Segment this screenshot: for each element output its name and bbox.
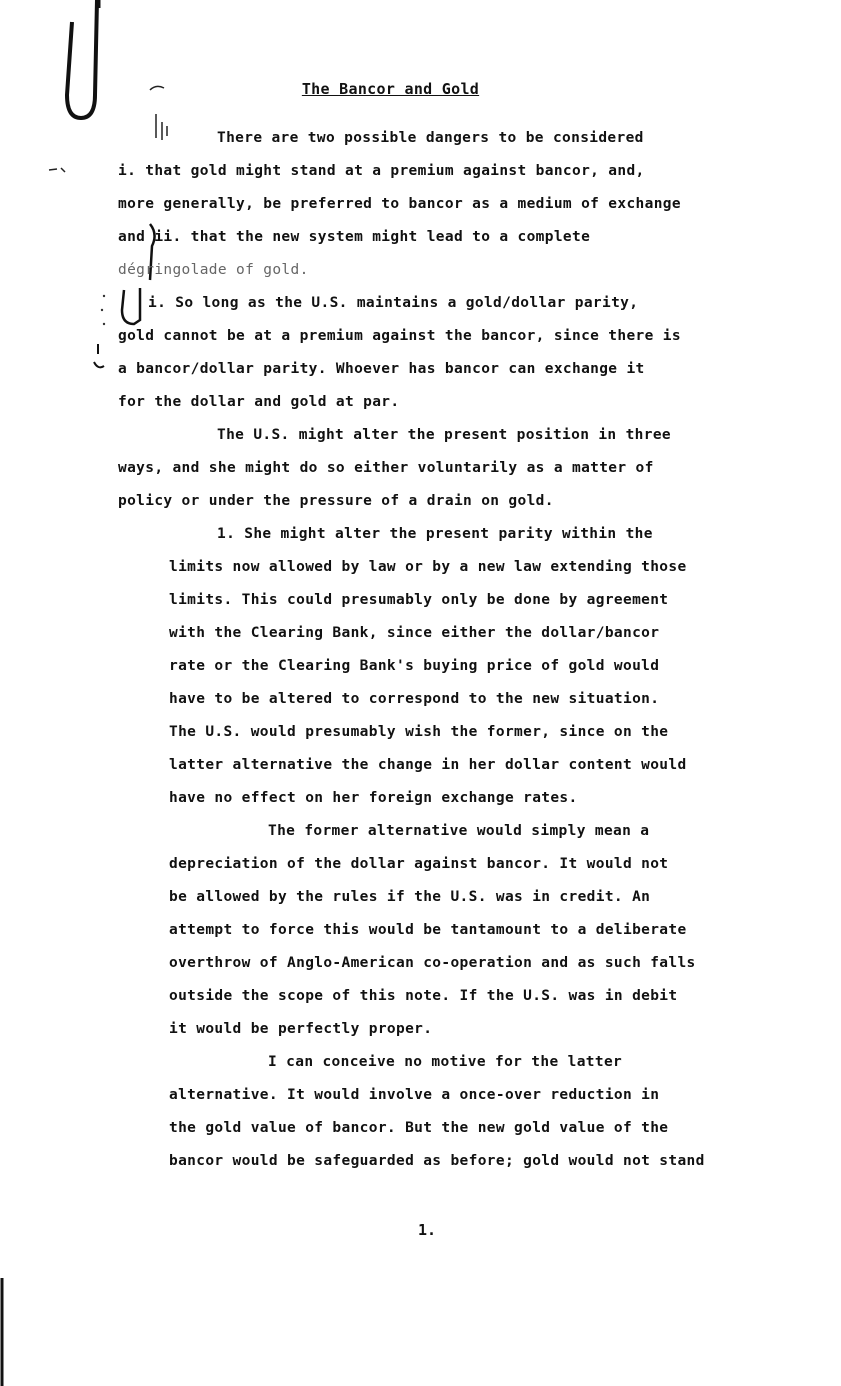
body-line: latter alternative the change in her dollar content would bbox=[169, 757, 687, 773]
body-line: it would be perfectly proper. bbox=[169, 1021, 433, 1037]
margin-dots-mark bbox=[84, 290, 112, 380]
body-line: have no effect on her foreign exchange rates. bbox=[169, 790, 578, 806]
body-line: I can conceive no motive for the latter bbox=[268, 1054, 623, 1070]
body-line: i. that gold might stand at a premium against bancor, and, bbox=[118, 163, 645, 179]
body-line: overthrow of Anglo-American co-operation and as such falls bbox=[169, 955, 696, 971]
body-line: bancor would be safeguarded as before; gold would not stand bbox=[169, 1153, 705, 1169]
margin-edge-line bbox=[0, 1278, 6, 1386]
body-line: dégringolade of gold. bbox=[118, 262, 309, 278]
body-line: attempt to force this would be tantamount to a deliberate bbox=[169, 922, 687, 938]
body-line: 1. She might alter the present parity within the bbox=[217, 526, 653, 542]
body-line: outside the scope of this note. If the U.S. was in debit bbox=[169, 988, 678, 1004]
body-line: The former alternative would simply mean a bbox=[268, 823, 650, 839]
body-line: be allowed by the rules if the U.S. was in credit. An bbox=[169, 889, 651, 905]
body-line: depreciation of the dollar against bancor. It would not bbox=[169, 856, 669, 872]
body-line: have to be altered to correspond to the new situation. bbox=[169, 691, 660, 707]
body-line: The U.S. might alter the present position in three bbox=[217, 427, 671, 443]
paperclip-mark bbox=[55, 0, 115, 130]
body-line: alternative. It would involve a once-over reduction in bbox=[169, 1087, 660, 1103]
handwritten-bracket-mark bbox=[150, 112, 174, 144]
body-line: gold cannot be at a premium against the bancor, since there is bbox=[118, 328, 681, 344]
body-line: for the dollar and gold at par. bbox=[118, 394, 400, 410]
body-line: rate or the Clearing Bank's buying price of gold would bbox=[169, 658, 660, 674]
body-line: There are two possible dangers to be considered bbox=[217, 130, 644, 146]
body-line: more generally, be preferred to bancor as a medium of exchange bbox=[118, 196, 681, 212]
body-line: a bancor/dollar parity. Whoever has bancor can exchange it bbox=[118, 361, 645, 377]
body-line: limits. This could presumably only be done by agreement bbox=[169, 592, 669, 608]
page-number: 1. bbox=[418, 1221, 437, 1239]
body-line: i. So long as the U.S. maintains a gold/dollar parity, bbox=[148, 295, 639, 311]
body-line: and ii. that the new system might lead to a complete bbox=[118, 229, 591, 245]
document-title: The Bancor and Gold bbox=[301, 80, 480, 98]
body-line: with the Clearing Bank, since either the dollar/bancor bbox=[169, 625, 660, 641]
body-line: ways, and she might do so either voluntarily as a matter of bbox=[118, 460, 654, 476]
body-line: the gold value of bancor. But the new gold value of the bbox=[169, 1120, 669, 1136]
margin-dash-mark bbox=[47, 164, 69, 176]
body-line: The U.S. would presumably wish the former, since on the bbox=[169, 724, 669, 740]
body-line: limits now allowed by law or by a new law extending those bbox=[169, 559, 687, 575]
body-line: policy or under the pressure of a drain on gold. bbox=[118, 493, 554, 509]
